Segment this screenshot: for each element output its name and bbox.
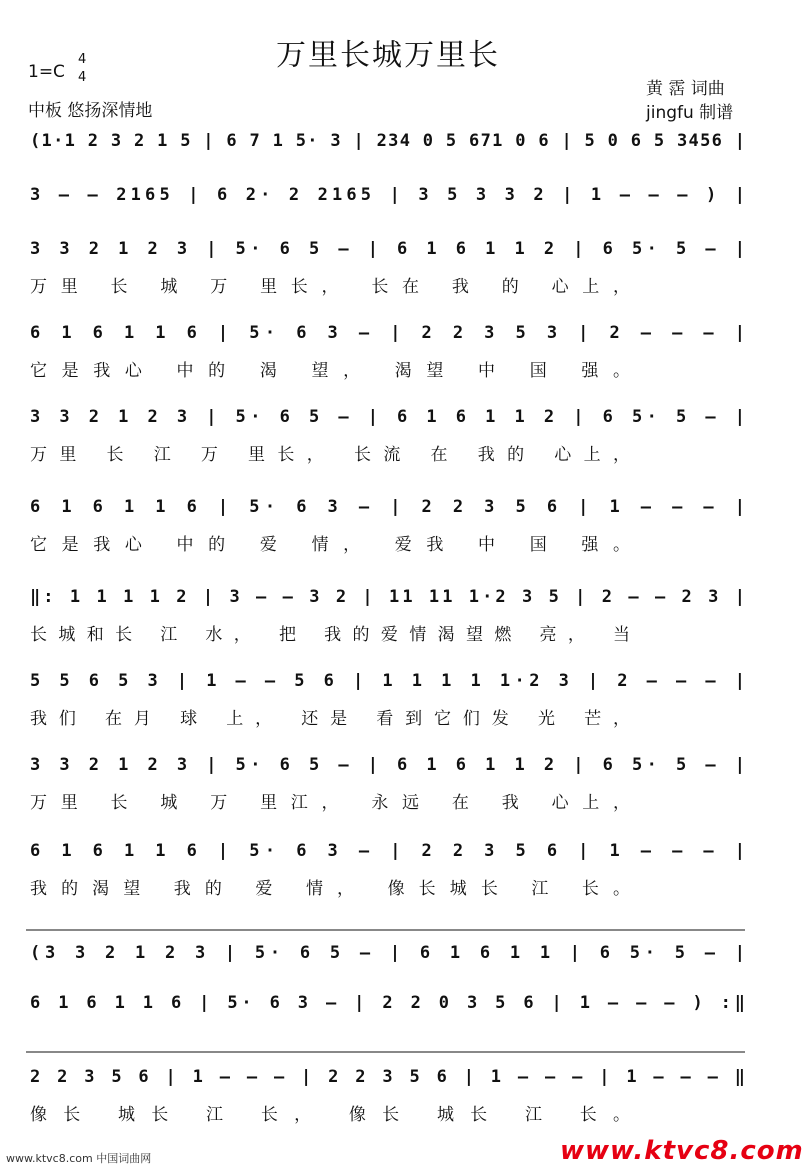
notation-line: 3 – – 2165 | 6 2· 2 2165 | 3 5 3 3 2 | 1 – – – ) |: [30, 185, 746, 205]
notation-line: 2 2 3 5 6 | 1 – – – | 2 2 3 5 6 | 1 – – – | 1 – – – ‖: [30, 1067, 746, 1087]
score-row: [30, 185, 745, 206]
tempo-marking: 中板 悠扬深情地: [28, 101, 153, 121]
score-row: [30, 1067, 745, 1125]
footer-brand-logo: www.ktvc8.com: [560, 1136, 804, 1166]
footer-site-label: www.ktvc8.com 中国词曲网: [6, 1152, 152, 1165]
lyrics-line: 万里 长 城 万 里长， 长在 我 的 心上，: [30, 277, 630, 297]
credit-arranger: jingfu 制谱: [646, 103, 734, 123]
lyrics-line: 万里 长 江 万 里长， 长流 在 我的 心上，: [30, 445, 630, 465]
notation-line: 3 3 2 1 2 3 | 5· 6 5 – | 6 1 6 1 1 2 | 6 5· 5 – |: [30, 407, 746, 427]
score-row: [30, 407, 745, 465]
notation-line: 6 1 6 1 1 6 | 5· 6 3 – | 2 2 3 5 6 | 1 – – – |: [30, 841, 746, 861]
notation-line: 6 1 6 1 1 6 | 5· 6 3 – | 2 2 3 5 6 | 1 – – – |: [30, 497, 746, 517]
notation-line: 5 5 6 5 3 | 1 – – 5 6 | 1 1 1 1 1·2 3 | 2 – – – |: [30, 671, 746, 691]
notation-line: 3 3 2 1 2 3 | 5· 6 5 – | 6 1 6 1 1 2 | 6 5· 5 – |: [30, 755, 746, 775]
notation-line: 3 3 2 1 2 3 | 5· 6 5 – | 6 1 6 1 1 2 | 6 5· 5 – |: [30, 239, 746, 259]
score-row: [30, 323, 745, 381]
notation-line: 6 1 6 1 1 6 | 5· 6 3 – | 2 2 3 5 3 | 2 – – – |: [30, 323, 746, 343]
notation-line: ‖: 1 1 1 1 2 | 3 – – 3 2 | 11 11 1·2 3 5 | 2 – – 2 3 |: [30, 587, 745, 607]
notation-line: (1·1 2 3 2 1 5 | 6 7 1 5· 3 | 234 0 5 671 0 6 | 5 0 6 5 3456 |: [30, 131, 745, 151]
score-row: [30, 943, 745, 964]
score-row: [30, 841, 745, 899]
time-signature-bottom: 4: [78, 70, 87, 85]
lyrics-line: 长城和长 江 水， 把 我的爱情渴望燃 亮， 当: [30, 625, 630, 645]
key-signature: 1=C: [28, 62, 65, 82]
score-row: [30, 755, 745, 813]
lyrics-line: 我的渴望 我的 爱 情， 像长城长 江 长。: [30, 879, 630, 899]
score-row: [30, 671, 745, 729]
score-row: [30, 131, 745, 152]
credit-composer: 黄 霑 词曲: [646, 79, 725, 99]
lyrics-line: 像长 城长 江 长， 像长 城长 江 长。: [30, 1105, 630, 1125]
song-title: 万里长城万里长: [276, 38, 500, 73]
score-row: [30, 497, 745, 555]
time-signature-top: 4: [78, 52, 87, 67]
notation-line: 6 1 6 1 1 6 | 5· 6 3 – | 2 2 0 3 5 6 | 1 – – – ) :‖: [30, 993, 746, 1013]
notation-line: (3 3 2 1 2 3 | 5· 6 5 – | 6 1 6 1 1 | 6 5· 5 – |: [30, 943, 745, 963]
score-row: [30, 993, 745, 1014]
lyrics-line: 万里 长 城 万 里江， 永远 在 我 心上，: [30, 793, 630, 813]
score-row: [30, 587, 745, 645]
lyrics-line: 它是我心 中的 爱 情， 爱我 中 国 强。: [30, 535, 631, 555]
score-row: [30, 239, 745, 297]
lyrics-line: 我们 在月 球 上， 还是 看到它们发 光 芒，: [30, 709, 630, 729]
lyrics-line: 它是我心 中的 渴 望， 渴望 中 国 强。: [30, 361, 631, 381]
